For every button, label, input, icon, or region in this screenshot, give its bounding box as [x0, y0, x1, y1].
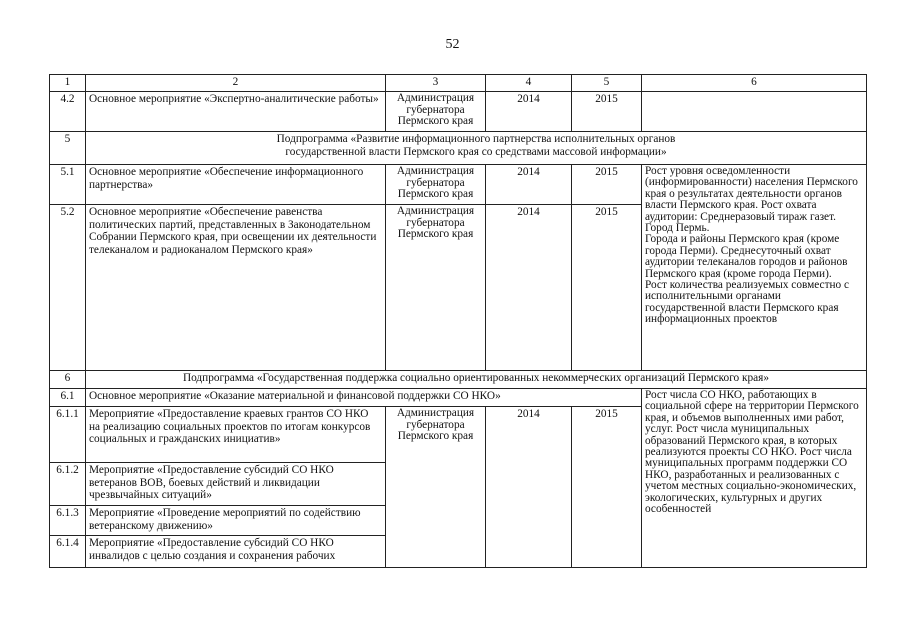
- end-year: 2015: [572, 92, 642, 132]
- start-year: 2014: [486, 407, 572, 568]
- row-number: 5.1: [50, 165, 86, 205]
- start-year: 2014: [486, 165, 572, 205]
- activity-name: Мероприятие «Предоставление субсидий СО НКО ветеранов ВОВ, боевых действий и ликвидации чрезвычайных ситуаций»: [86, 463, 386, 506]
- row-number: 6.1: [50, 389, 86, 407]
- table-row: [50, 92, 867, 132]
- activity-name: Мероприятие «Предоставление субсидий СО НКО инвалидов с целью создания и сохранения рабочих: [86, 536, 386, 568]
- row-number: 6.1.4: [50, 536, 86, 568]
- responsible-org: Администрация губернатора Пермского края: [386, 165, 486, 205]
- row-number: 6.1.3: [50, 506, 86, 536]
- row-number: 5.2: [50, 205, 86, 371]
- activity-name: Основное мероприятие «Экспертно-аналитические работы»: [86, 92, 386, 132]
- row-number: 4.2: [50, 92, 86, 132]
- program-table: [49, 74, 867, 568]
- subprogram-title-line: Подпрограмма «Развитие информационного партнерства исполнительных органов: [276, 133, 676, 145]
- responsible-org: Администрация губернатора Пермского края: [386, 205, 486, 371]
- activity-name: Мероприятие «Предоставление краевых грантов СО НКО на реализацию социальных проектов по итогам конкурсов социальных и гражданских инициатив»: [86, 407, 386, 463]
- table-row: [50, 165, 867, 205]
- header-cell: 4: [486, 75, 572, 92]
- header-cell: 2: [86, 75, 386, 92]
- activity-name: Мероприятие «Проведение мероприятий по содействию ветеранскому движению»: [86, 506, 386, 536]
- end-year: 2015: [572, 205, 642, 371]
- expected-result: [642, 92, 867, 132]
- result-paragraph: Город Пермь.: [645, 222, 710, 235]
- row-number: 6.1.1: [50, 407, 86, 463]
- activity-name: Основное мероприятие «Обеспечение равенства политических партий, представленных в Законодательном Собрании Пермского края, при освещении их деятельности телеканалом и радиоканалом Пермского края»: [86, 205, 386, 371]
- end-year: 2015: [572, 407, 642, 568]
- start-year: 2014: [486, 92, 572, 132]
- result-paragraph: Рост уровня осведомленности (информированности) населения Пермского края о результатах деятельности органов власти Пермского края. Рост охвата аудитории: Среднеразовый тираж газет.: [645, 165, 858, 223]
- subprogram-row: [50, 132, 867, 165]
- header-cell: 1: [50, 75, 86, 92]
- end-year: 2015: [572, 165, 642, 205]
- result-paragraph: Рост количества реализуемых совместно с исполнительными органами государственной власти Пермского края информационных проектов: [645, 279, 850, 326]
- header-row: [50, 75, 867, 92]
- activity-name: Основное мероприятие «Обеспечение информационного партнерства»: [86, 165, 386, 205]
- subprogram-title-line: государственной власти Пермского края со средствами массовой информации»: [285, 145, 667, 158]
- result-paragraph: Города и районы Пермского края (кроме города Перми). Среднесуточный охват аудитории телеканалов городов и районов Пермского края (кроме города Перми).: [645, 233, 848, 280]
- header-cell: 5: [572, 75, 642, 92]
- header-cell: 3: [386, 75, 486, 92]
- row-number: 6.1.2: [50, 463, 86, 506]
- subprogram-title: Подпрограмма «Государственная поддержка социально ориентированных некоммерческих организаций Пермского края»: [86, 371, 867, 389]
- start-year: 2014: [486, 205, 572, 371]
- row-number: 6: [50, 371, 86, 389]
- responsible-org: Администрация губернатора Пермского края: [386, 92, 486, 132]
- subprogram-title: [86, 132, 867, 165]
- activity-name: Основное мероприятие «Оказание материальной и финансовой поддержки СО НКО»: [86, 389, 642, 407]
- header-cell: 6: [642, 75, 867, 92]
- expected-result: [642, 165, 867, 371]
- subprogram-row: [50, 371, 867, 389]
- page-number: 52: [445, 37, 460, 52]
- row-number: 5: [50, 132, 86, 165]
- table-row: [50, 389, 867, 407]
- responsible-org: Администрация губернатора Пермского края: [386, 407, 486, 568]
- expected-result: Рост числа СО НКО, работающих в социальной сфере на территории Пермского края, и объемов выполненных ими работ, услуг. Рост числа муниципальных образований Пермского края, в которых реализуются проекты СО НКО. Рост числа муниципальных программ поддержки СО НКО, разработанных и реализованных с учетом местных социально-экономических, экологических, культурных и других особенностей: [642, 389, 867, 568]
